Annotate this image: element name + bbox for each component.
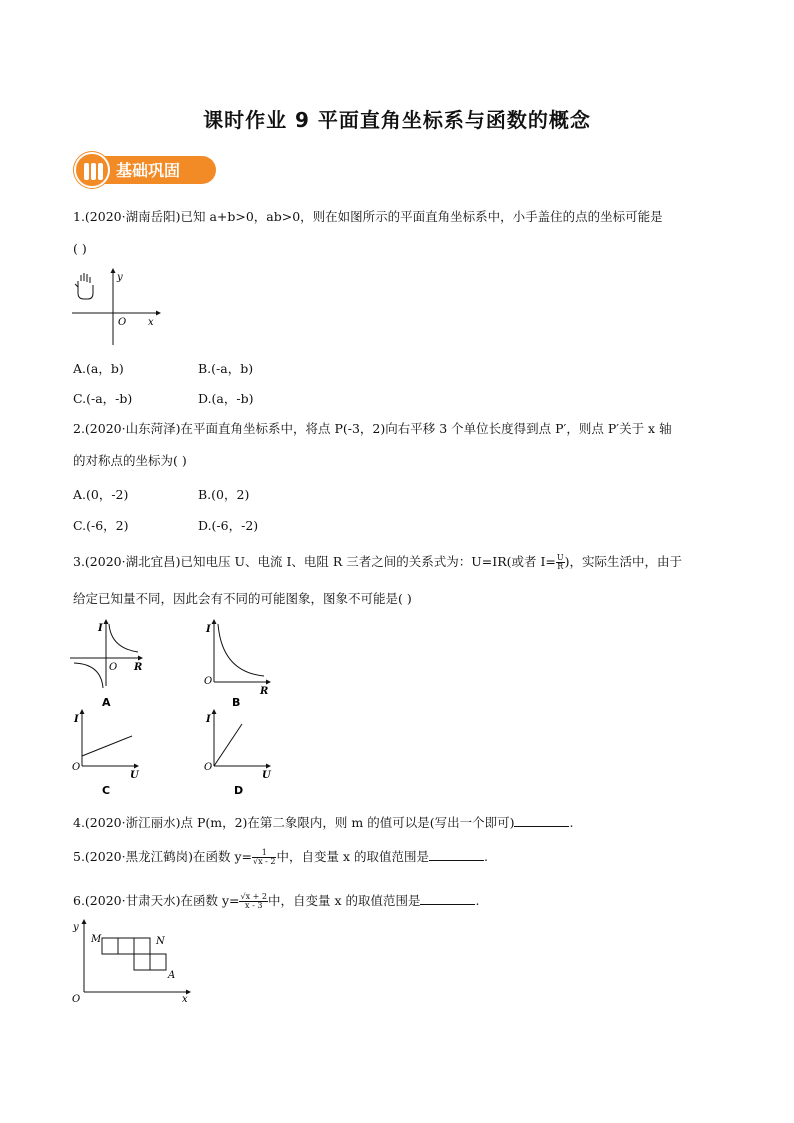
q3-graph-c <box>66 708 150 800</box>
q5-text-a: 5.(2020·黑龙江鹤岗)在函数 y= <box>73 849 252 864</box>
graph-a-x-label: R <box>134 662 143 673</box>
q1-y-label: y <box>117 272 123 283</box>
q3-frac-num: U <box>556 553 564 562</box>
q2-option-b: B.(0，2) <box>198 487 250 502</box>
fig-y-label: y <box>73 922 79 933</box>
section-banner <box>74 152 216 188</box>
q5-fraction <box>252 849 277 866</box>
q5-line <box>73 848 488 866</box>
books-icon <box>74 152 110 188</box>
q6-text-a: 6.(2020·甘肃天水)在函数 y= <box>73 893 240 908</box>
q2-line2: 的对称点的坐标为( ) <box>73 453 187 468</box>
q1-origin-label: O <box>118 317 127 328</box>
q6-line <box>73 892 479 910</box>
page-title: 课时作业 9 平面直角坐标系与函数的概念 <box>203 108 591 132</box>
graph-a-y-label: I <box>98 623 103 634</box>
q2-option-c: C.(-6，2) <box>73 518 129 533</box>
q6-frac-num: √x + 2 <box>240 892 267 901</box>
fig-label-m: M <box>91 934 102 945</box>
q3-line2: 给定已知量不同，因此会有不同的可能图象，图象不可能是( ) <box>73 591 412 606</box>
fig-origin: O <box>72 994 81 1004</box>
q1-option-b: B.(-a，b) <box>198 361 254 376</box>
q5-text-b: 中，自变量 x 的取值范围是 <box>276 849 429 864</box>
fig-label-n: N <box>156 936 165 947</box>
q6-grid-figure <box>70 918 196 1004</box>
q4-text: 4.(2020·浙江丽水)点 P(m，2)在第二象限内，则 m 的值可以是(写出一个即可) <box>73 815 515 830</box>
q1-paren: ( ) <box>73 241 87 256</box>
q1-text: 1.(2020·湖南岳阳)已知 a+b>0，ab>0，则在如图所示的平面直角坐标系中，小手盖住的点的坐标可能是 <box>73 209 663 224</box>
q3-line1-a: 3.(2020·湖北宜昌)已知电压 U、电流 I、电阻 R 三者之间的关系式为：U=IR(或者 I= <box>73 554 556 569</box>
graph-c-y-label: I <box>74 714 79 725</box>
q1-option-d: D.(a，-b) <box>198 391 254 406</box>
hand-icon <box>75 273 93 299</box>
graph-d-caption: D <box>234 784 244 797</box>
q4-end: . <box>569 815 574 830</box>
graph-d-x-label: U <box>262 770 271 781</box>
graph-c-caption: C <box>102 784 111 797</box>
q1-option-a: A.(a，b) <box>73 361 124 376</box>
graph-c-x-label: U <box>130 770 139 781</box>
q3-graph-d <box>198 708 282 800</box>
graph-b-caption: B <box>232 696 241 709</box>
q2-line1: 2.(2020·山东菏泽)在平面直角坐标系中，将点 P(-3，2)向右平移 3 个单位长度得到点 P′，则点 P′关于 x 轴 <box>73 421 672 436</box>
q3-line1 <box>73 553 682 571</box>
q4-answer-blank <box>514 814 569 827</box>
graph-b-origin: O <box>204 676 213 687</box>
q1-x-label: x <box>148 317 154 328</box>
graph-b-x-label: R <box>260 686 269 697</box>
graph-b-y-label: I <box>206 624 211 635</box>
q5-answer-blank <box>429 848 484 861</box>
q6-fraction <box>239 893 268 910</box>
q3-graph-a <box>66 618 150 710</box>
graph-a-origin: O <box>109 662 118 673</box>
fig-x-label: x <box>182 994 188 1004</box>
q5-frac-den: √x - 2 <box>252 857 276 866</box>
q5-end: . <box>483 849 488 864</box>
q3-graph-b <box>198 618 282 710</box>
q6-end: . <box>475 893 480 908</box>
fig-label-a: A <box>168 970 176 981</box>
q3-line1-b: )，实际生活中，由于 <box>564 554 683 569</box>
q6-answer-blank <box>420 892 475 905</box>
graph-d-origin: O <box>204 762 213 773</box>
q1-coordinate-figure <box>68 265 164 349</box>
graph-a-caption: A <box>102 696 111 709</box>
q5-frac-num: 1 <box>252 849 277 858</box>
q6-frac-den: x - 3 <box>245 901 263 910</box>
q1-option-c: C.(-a，-b) <box>73 391 133 406</box>
q4-line <box>73 814 573 832</box>
q6-text-b: 中，自变量 x 的取值范围是 <box>267 893 421 908</box>
graph-c-origin: O <box>72 762 81 773</box>
q3-fraction <box>556 554 565 571</box>
graph-d-y-label: I <box>206 714 211 725</box>
q2-option-d: D.(-6，-2) <box>198 518 259 533</box>
banner-label: 基础巩固 <box>116 161 181 180</box>
q3-frac-den: R <box>557 562 564 571</box>
q2-option-a: A.(0，-2) <box>73 487 129 502</box>
